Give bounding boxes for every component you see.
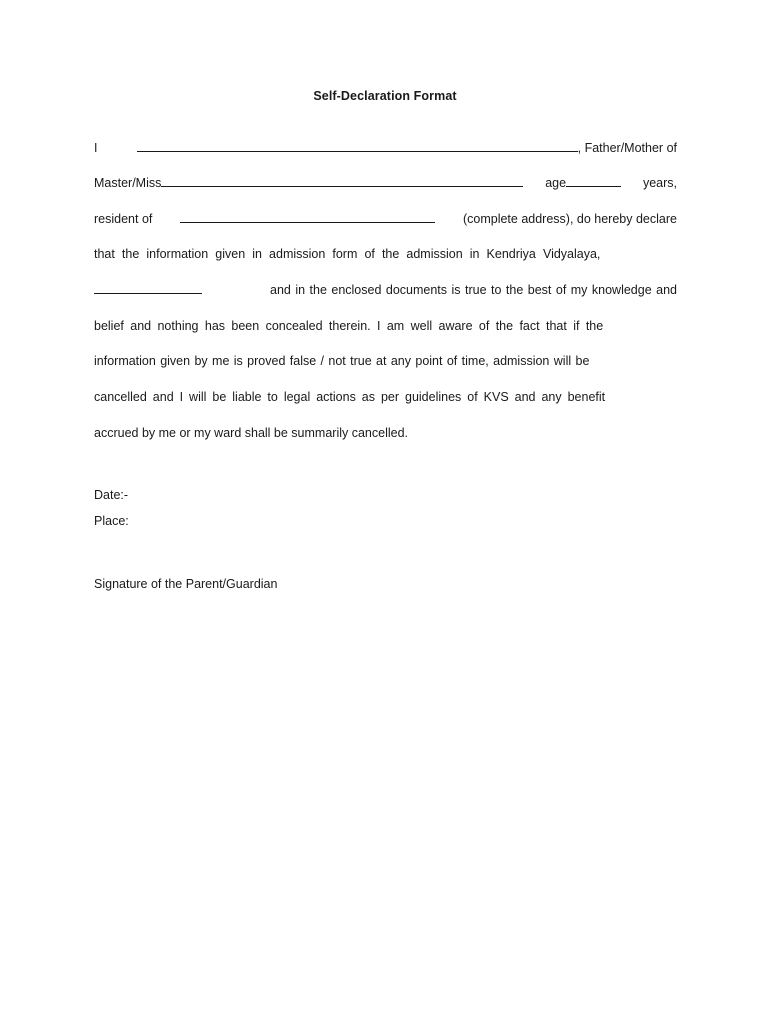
age-group [545,174,621,192]
complete-address-text: (complete address), do hereby declare [462,212,677,226]
years-label: years, [642,176,677,190]
date-label: Date:- [94,488,129,502]
declarant-name-blank-1[interactable] [137,139,385,152]
declaration-line-5 [94,281,677,299]
declaration-line-1 [94,139,677,157]
enclosed-documents-text: and in the enclosed documents is true to the best of my knowledge and [270,283,677,297]
name-blank-group [137,139,677,157]
age-label: age [545,176,567,190]
relation-text: , Father/Mother of [577,141,677,155]
ward-name-group [94,174,523,192]
vidyalaya-name-blank[interactable] [94,281,202,294]
declaration-line-6: belief and nothing has been concealed therein. I am well aware of the fact that if the [94,319,604,333]
resident-label: resident of [94,212,153,226]
master-miss-label: Master/Miss [94,176,162,190]
declaration-line-3 [94,210,677,228]
signature-label: Signature of the Parent/Guardian [94,577,278,591]
pronoun-text: I [94,141,98,155]
place-label: Place: [94,514,129,528]
declarant-name-blank-2[interactable] [385,139,578,152]
age-blank[interactable] [566,174,621,187]
declaration-line-9: accrued by me or my ward shall be summarily cancelled. [94,426,409,440]
document-title: Self-Declaration Format [313,89,457,103]
declaration-line-2 [94,174,677,192]
declaration-line-7: information given by me is proved false / not true at any point of time, admission will be [94,354,590,368]
ward-name-blank[interactable] [161,174,523,187]
declaration-line-8: cancelled and I will be liable to legal actions as per guidelines of KVS and any benefit [94,390,606,404]
declaration-line-4: that the information given in admission form of the admission in Kendriya Vidyalaya, [94,247,601,261]
address-blank[interactable] [180,210,435,223]
